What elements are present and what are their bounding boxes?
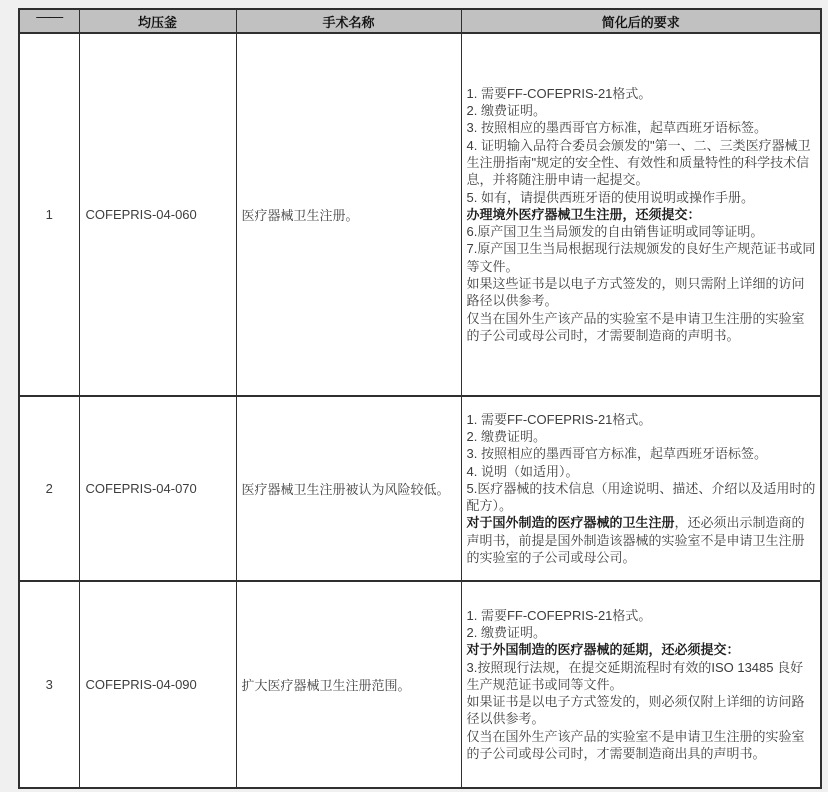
- header-dash: ——: [36, 8, 63, 24]
- requirement-line: [467, 310, 817, 345]
- header-row: [19, 9, 821, 33]
- table-row: [19, 396, 821, 581]
- requirement-text: 1. 需要FF-COFEPRIS-21格式。: [466, 85, 652, 101]
- procedure-code: COFEPRIS-04-060: [79, 33, 236, 396]
- requirement-line: [467, 102, 817, 119]
- table-row: [19, 33, 821, 396]
- requirement-text: 5. 如有，请提供西班牙语的使用说明或操作手册。: [466, 189, 754, 205]
- requirement-line: [467, 728, 817, 763]
- requirement-line: [467, 85, 817, 102]
- requirement-line: [467, 240, 817, 275]
- requirement-line: [467, 607, 817, 624]
- requirement-text: 如果这些证书是以电子方式签发的，则只需附上详细的访问路径以供参考。: [466, 276, 805, 309]
- requirement-line: [467, 137, 817, 189]
- requirement-text: 3. 按照相应的墨西哥官方标准，起草西班牙语标签。: [466, 446, 767, 462]
- requirement-line: [467, 206, 817, 223]
- requirement-text: ，还必须出示制造商的声明书，前提是国外制造该器械的实验室不是申请卫生注册的实验室的子公司或母公司。: [466, 515, 805, 566]
- row-number: 2: [19, 396, 79, 581]
- requirement-text: 1. 需要FF-COFEPRIS-21格式。: [466, 607, 652, 623]
- requirement-line: [467, 223, 817, 240]
- header-cell-homoclave: 均压釜: [79, 9, 236, 33]
- header-cell-index: [19, 9, 79, 33]
- requirement-text: 3. 按照相应的墨西哥官方标准，起草西班牙语标签。: [466, 120, 767, 136]
- requirement-line: [467, 624, 817, 641]
- requirement-text: 7.原产国卫生当局根据现行法规颁发的良好生产规范证书或同等文件。: [466, 241, 816, 274]
- requirement-line: [467, 480, 817, 515]
- requirement-line: [467, 411, 817, 428]
- requirement-line: [467, 641, 817, 658]
- requirement-line: [467, 445, 817, 462]
- requirement-text-bold: 对于国外制造的医疗器械的卫生注册: [466, 515, 675, 531]
- requirement-line: [467, 119, 817, 136]
- requirement-line: [467, 275, 817, 310]
- requirement-text: 6.原产国卫生当局颁发的自由销售证明或同等证明。: [466, 224, 764, 240]
- procedure-name: 医疗器械卫生注册被认为风险较低。: [236, 396, 461, 581]
- requirements-cell: [461, 396, 821, 581]
- requirement-text: 仅当在国外生产该产品的实验室不是申请卫生注册的实验室的子公司或母公司时，才需要制造商出具的声明书。: [466, 728, 805, 762]
- requirement-text-bold: 办理境外医疗器械卫生注册，还须提交：: [466, 206, 701, 222]
- row-number: 1: [19, 33, 79, 396]
- requirement-text: 2. 缴费证明。: [466, 624, 546, 640]
- requirement-line: [467, 659, 817, 694]
- procedure-name: 扩大医疗器械卫生注册范围。: [236, 581, 461, 788]
- procedure-name: 医疗器械卫生注册。: [236, 33, 461, 396]
- requirement-line: [467, 463, 817, 480]
- requirement-line: [467, 693, 817, 728]
- header-cell-simplified-requirements: 简化后的要求: [461, 9, 821, 33]
- header-cell-procedure-name: 手术名称: [236, 9, 461, 33]
- table-body: [19, 33, 821, 788]
- requirements-cell: [461, 581, 821, 788]
- procedure-code: COFEPRIS-04-090: [79, 581, 236, 788]
- requirement-text: 5.医疗器械的技术信息（用途说明、描述、介绍以及适用时的配方）。: [466, 480, 816, 514]
- requirement-text: 2. 缴费证明。: [466, 103, 546, 119]
- requirement-text: 4. 说明（如适用）。: [466, 463, 579, 479]
- requirement-text: 2. 缴费证明。: [466, 428, 546, 444]
- requirement-text: 3.按照现行法规，在提交延期流程时有效的ISO 13485 良好生产规范证书或同等文件。: [466, 659, 804, 692]
- requirement-line: [467, 428, 817, 445]
- table-row: [19, 581, 821, 788]
- requirement-line: [467, 514, 817, 566]
- requirement-line: [467, 189, 817, 206]
- requirement-text: 仅当在国外生产该产品的实验室不是申请卫生注册的实验室的子公司或母公司时，才需要制造商的声明书。: [466, 310, 805, 343]
- requirement-text-bold: 对于外国制造的医疗器械的延期，还必须提交：: [466, 642, 740, 658]
- procedures-table: [18, 8, 822, 789]
- requirement-text: 如果证书是以电子方式签发的，则必须仅附上详细的访问路径以供参考。: [466, 694, 805, 727]
- requirement-text: 1. 需要FF-COFEPRIS-21格式。: [466, 411, 652, 427]
- procedure-code: COFEPRIS-04-070: [79, 396, 236, 581]
- row-number: 3: [19, 581, 79, 788]
- requirement-text: 4. 证明输入品符合委员会颁发的"第一、二、三类医疗器械卫生注册指南"规定的安全性、有效性和质量特性的科学技术信息，并将随注册申请一起提交。: [466, 137, 811, 188]
- requirements-cell: [461, 33, 821, 396]
